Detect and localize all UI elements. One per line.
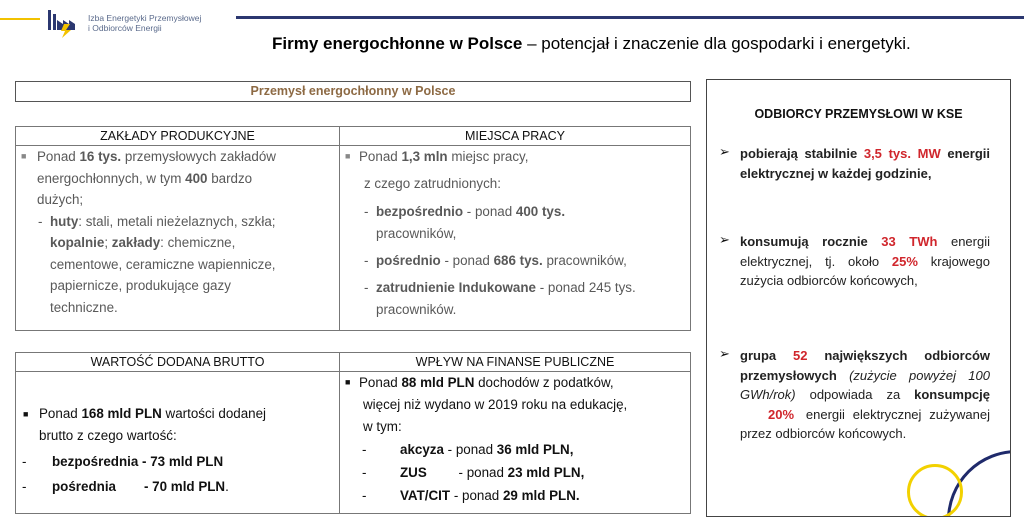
text-bold: pośrednia bbox=[52, 479, 116, 494]
decorative-circle-yellow bbox=[907, 464, 963, 517]
text-bold: pobierają stabilnie bbox=[740, 146, 864, 161]
miejsca-line2: z czego zatrudnionych: bbox=[364, 176, 501, 191]
text: pracowników, bbox=[542, 253, 627, 268]
text: miejsc pracy, bbox=[447, 149, 529, 164]
panel-zaklady-body bbox=[16, 146, 339, 330]
text: - ponad bbox=[440, 253, 494, 268]
text: przemysłowych zakładów bbox=[121, 149, 276, 164]
page-title-rest: – potencjał i znaczenie dla gospodarki i energetyki. bbox=[522, 34, 911, 53]
miejsca-line4: pracowników, bbox=[376, 225, 457, 241]
bullet-square-icon: ■ bbox=[345, 377, 351, 387]
dash: - bbox=[364, 253, 369, 268]
text-bold: akcyza bbox=[400, 442, 444, 457]
finanse-line3: w tym: bbox=[363, 419, 402, 434]
zaklady-line5 bbox=[50, 232, 235, 254]
highlight-value: 3,5 tys. MW bbox=[863, 146, 941, 161]
header-rule bbox=[236, 16, 1024, 19]
highlight-value: 33 TWh bbox=[881, 234, 938, 249]
panel-miejsca-body bbox=[340, 146, 690, 330]
panel-wartosc bbox=[15, 352, 339, 514]
miejsca-line5 bbox=[376, 250, 627, 272]
text-italic: (zużycie powyżej 100 GWh/rok) bbox=[740, 367, 990, 402]
zaklady-line8: techniczne. bbox=[50, 299, 118, 315]
finanse-line1 bbox=[359, 372, 614, 394]
text-bold: zatrudnienie Indukowane bbox=[376, 280, 536, 295]
factory-logo-icon bbox=[44, 4, 84, 38]
text-bold: pośrednio bbox=[376, 253, 441, 268]
text-bold: huty bbox=[50, 213, 79, 229]
text: - ponad bbox=[443, 442, 497, 457]
bullet-square-icon: ■ bbox=[21, 151, 27, 161]
side-point-3 bbox=[740, 346, 990, 444]
panel-finanse-body bbox=[340, 372, 690, 513]
side-panel-title: ODBIORCY PRZEMYSŁOWI W KSE bbox=[754, 107, 963, 121]
text: energochłonnych, w tym bbox=[37, 170, 186, 186]
text-bold: bezpośrednio bbox=[376, 204, 464, 219]
header-accent-line bbox=[0, 18, 40, 20]
org-name-line2: i Odbiorców Energii bbox=[88, 23, 162, 33]
arrow-bullet-icon: ➢ bbox=[719, 346, 730, 361]
text: - ponad bbox=[450, 488, 503, 503]
zaklady-line4 bbox=[50, 211, 275, 233]
text: - ponad bbox=[454, 465, 508, 480]
miejsca-line3 bbox=[376, 201, 565, 223]
arrow-bullet-icon: ➢ bbox=[719, 232, 730, 247]
zaklady-line7: papiernicze, produkujące gazy bbox=[50, 278, 231, 293]
page-title bbox=[272, 34, 911, 54]
finanse-line2: więcej niż wydano w 2019 roku na edukację, bbox=[363, 397, 628, 412]
miejsca-line1 bbox=[359, 146, 528, 168]
text: - ponad 245 tys. bbox=[535, 280, 636, 295]
finanse-line6 bbox=[400, 485, 580, 507]
text-bold: energii elektrycznej w każdej godzinie, bbox=[740, 146, 990, 181]
text: krajowego zużycia odbiorców końcowych, bbox=[740, 253, 990, 288]
text-bold: 686 tys. bbox=[493, 253, 543, 268]
text: energii elektrycznej zużywanej przez odbiorców końcowych. bbox=[740, 406, 990, 441]
text-bold: bezpośrednia bbox=[52, 454, 139, 469]
bullet-square-icon: ■ bbox=[23, 409, 29, 419]
arrow-bullet-icon: ➢ bbox=[719, 144, 730, 159]
section-banner: Przemysł energochłonny w Polsce bbox=[15, 81, 691, 102]
text: dochodów z podatków, bbox=[474, 375, 614, 390]
text-bold: 400 tys. bbox=[515, 204, 566, 219]
miejsca-line6 bbox=[376, 277, 636, 299]
panel-wartosc-header: WARTOŚĆ DODANA BRUTTO bbox=[16, 353, 339, 372]
wartosc-line2: brutto z czego wartość: bbox=[39, 428, 177, 443]
text-bold: kopalnie bbox=[50, 235, 105, 250]
wartosc-line4 bbox=[52, 476, 229, 498]
page-title-bold: Firmy energochłonne w Polsce bbox=[272, 34, 523, 53]
text-bold: 29 mld PLN. bbox=[502, 488, 580, 503]
text-bold: zakłady bbox=[111, 235, 161, 250]
text: : stali, metali nieżelaznych, szkła; bbox=[78, 213, 276, 229]
wartosc-line3 bbox=[52, 451, 223, 473]
text-bold: największych odbiorców przemysłowych bbox=[740, 348, 990, 383]
highlight-value: 52 bbox=[792, 348, 808, 363]
text: Ponad bbox=[39, 406, 82, 421]
dash: - bbox=[362, 442, 367, 457]
dash: - bbox=[362, 465, 367, 480]
text-bold: 1,3 mln bbox=[401, 149, 448, 164]
dash: - bbox=[22, 454, 27, 469]
text: odpowiada za bbox=[795, 387, 915, 402]
highlight-value: 25% bbox=[891, 253, 918, 269]
panel-miejsca-header: MIEJSCA PRACY bbox=[340, 127, 690, 146]
text: - ponad bbox=[463, 204, 516, 219]
org-name-line1: Izba Energetyki Przemysłowej bbox=[88, 13, 202, 23]
panel-miejsca bbox=[339, 126, 691, 331]
zaklady-line2 bbox=[37, 168, 252, 190]
text: . bbox=[225, 479, 229, 494]
text-bold: ZUS bbox=[400, 465, 427, 480]
text-bold: konsumpcję bbox=[914, 387, 990, 402]
highlight-value: 20% bbox=[768, 406, 795, 422]
text-bold: - 73 mld PLN bbox=[138, 454, 224, 469]
dash: - bbox=[364, 280, 369, 295]
finanse-line5 bbox=[400, 462, 584, 484]
dash: - bbox=[38, 213, 43, 229]
dash: - bbox=[362, 488, 367, 503]
panel-finanse bbox=[339, 352, 691, 514]
text: Ponad bbox=[359, 375, 402, 390]
text-bold: VAT/CIT bbox=[400, 488, 451, 503]
org-name bbox=[88, 13, 238, 33]
text: bardzo bbox=[207, 170, 253, 186]
text-bold: 36 mld PLN, bbox=[496, 442, 574, 457]
panel-zaklady bbox=[15, 126, 339, 331]
bullet-square-icon: ■ bbox=[345, 151, 351, 161]
panel-wartosc-body bbox=[16, 372, 339, 513]
text-bold: - 70 mld PLN bbox=[144, 479, 226, 494]
text: wartości dodanej bbox=[161, 406, 267, 421]
text-bold: 23 mld PLN, bbox=[507, 465, 585, 480]
text: Ponad bbox=[37, 149, 80, 164]
zaklady-line6: cementowe, ceramiczne wapiennicze, bbox=[50, 256, 276, 272]
text: Ponad bbox=[359, 149, 402, 164]
panel-zaklady-header: ZAKŁADY PRODUKCYJNE bbox=[16, 127, 339, 146]
side-point-1 bbox=[740, 144, 990, 183]
text: energii elektrycznej, tj. około bbox=[740, 234, 990, 269]
finanse-line4 bbox=[400, 439, 573, 461]
wartosc-line1 bbox=[39, 403, 266, 425]
dash: - bbox=[22, 479, 27, 494]
text: ; bbox=[104, 235, 112, 250]
text-bold: 168 mld PLN bbox=[81, 406, 162, 421]
zaklady-line3: dużych; bbox=[37, 192, 84, 207]
text-bold: grupa bbox=[740, 348, 793, 363]
zaklady-line1 bbox=[37, 146, 276, 168]
text-bold: 400 bbox=[185, 170, 208, 186]
text-bold: 88 mld PLN bbox=[401, 375, 475, 390]
dash: - bbox=[364, 204, 369, 219]
side-point-2 bbox=[740, 232, 990, 291]
text-bold: 16 tys. bbox=[79, 149, 122, 164]
text-bold: konsumują rocznie bbox=[740, 234, 882, 249]
side-panel-odbiorcy bbox=[706, 79, 1011, 517]
panel-finanse-header: WPŁYW NA FINANSE PUBLICZNE bbox=[340, 353, 690, 372]
miejsca-line7: pracowników. bbox=[376, 301, 457, 317]
text: : chemiczne, bbox=[160, 235, 236, 250]
